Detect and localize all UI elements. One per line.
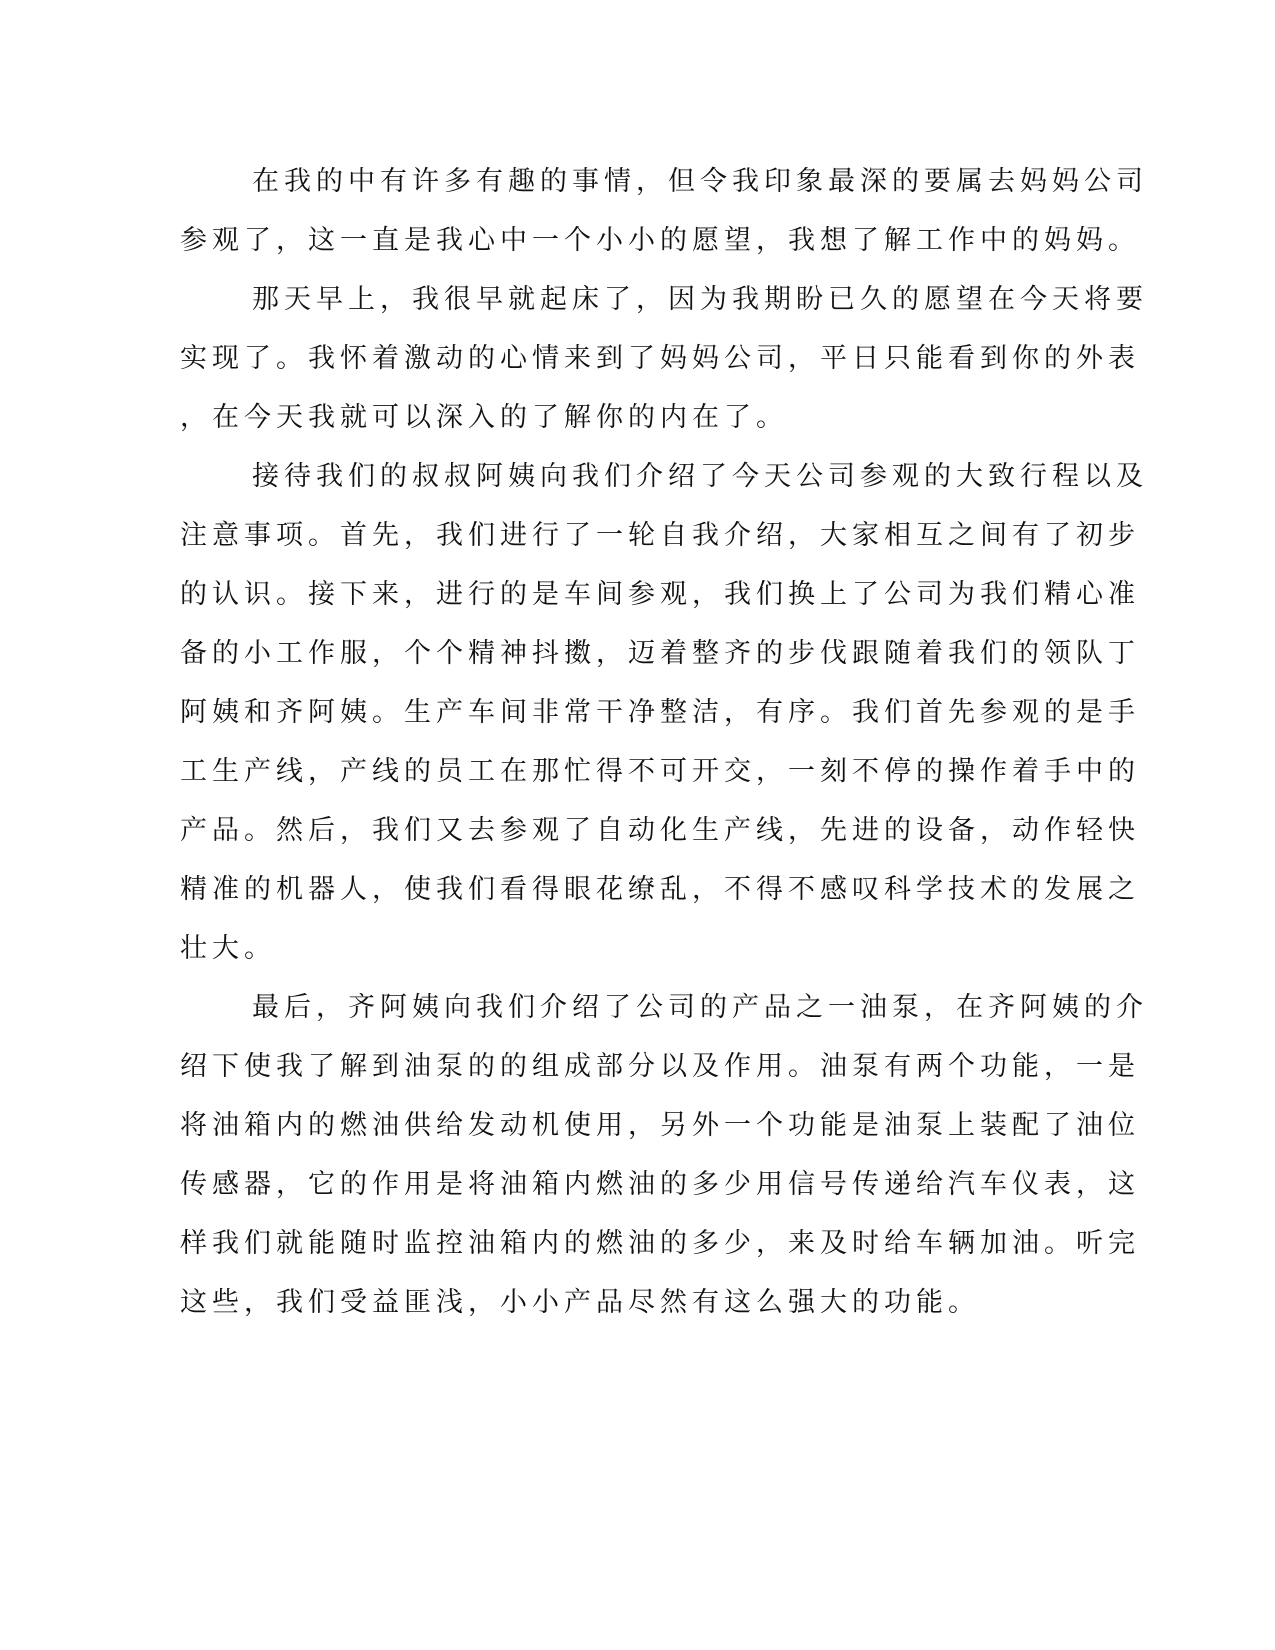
paragraph-3-line-5: 阿姨和齐阿姨。生产车间非常干净整洁，有序。我们首先参观的是手 (180, 697, 1140, 728)
essay-body (180, 152, 1148, 1332)
paragraph-3-line-9: 壮大。 (180, 933, 276, 964)
paragraph-4-line-5: 样我们就能随时监控油箱内的燃油的多少，来及时给车辆加油。听完 (180, 1228, 1140, 1259)
paragraph-3-line-1: 接待我们的叔叔阿姨向我们介绍了今天公司参观的大致行程以及 (252, 461, 1148, 492)
paragraph-4-line-3: 将油箱内的燃油供给发动机使用，另外一个功能是油泵上装配了油位 (180, 1110, 1140, 1141)
paragraph-4-line-4: 传感器，它的作用是将油箱内燃油的多少用信号传递给汽车仪表，这 (180, 1169, 1140, 1200)
paragraph-2-line-1: 那天早上，我很早就起床了，因为我期盼已久的愿望在今天将要 (252, 284, 1148, 315)
paragraph-3-line-4: 备的小工作服，个个精神抖擞，迈着整齐的步伐跟随着我们的领队丁 (180, 638, 1140, 669)
paragraph-4-line-1: 最后，齐阿姨向我们介绍了公司的产品之一油泵，在齐阿姨的介 (252, 992, 1148, 1023)
paragraph-4-line-2: 绍下使我了解到油泵的的组成部分以及作用。油泵有两个功能，一是 (180, 1051, 1140, 1082)
paragraph-2-line-3: ，在今天我就可以深入的了解你的内在了。 (180, 402, 788, 433)
paragraph-1-line-1: 在我的中有许多有趣的事情，但令我印象最深的要属去妈妈公司 (252, 166, 1148, 197)
paragraph-1-line-2: 参观了，这一直是我心中一个小小的愿望，我想了解工作中的妈妈。 (180, 225, 1140, 256)
paragraph-3-line-6: 工生产线，产线的员工在那忙得不可开交，一刻不停的操作着手中的 (180, 756, 1140, 787)
paragraph-2-line-2: 实现了。我怀着激动的心情来到了妈妈公司，平日只能看到你的外表 (180, 343, 1140, 374)
paragraph-3-line-2: 注意事项。首先，我们进行了一轮自我介绍，大家相互之间有了初步 (180, 520, 1140, 551)
paragraph-3-line-3: 的认识。接下来，进行的是车间参观，我们换上了公司为我们精心准 (180, 579, 1140, 610)
paragraph-3-line-8: 精准的机器人，使我们看得眼花缭乱，不得不感叹科学技术的发展之 (180, 874, 1140, 905)
paragraph-3-line-7: 产品。然后，我们又去参观了自动化生产线，先进的设备，动作轻快 (180, 815, 1140, 846)
paragraph-4-line-6: 这些，我们受益匪浅，小小产品尽然有这么强大的功能。 (180, 1287, 980, 1318)
